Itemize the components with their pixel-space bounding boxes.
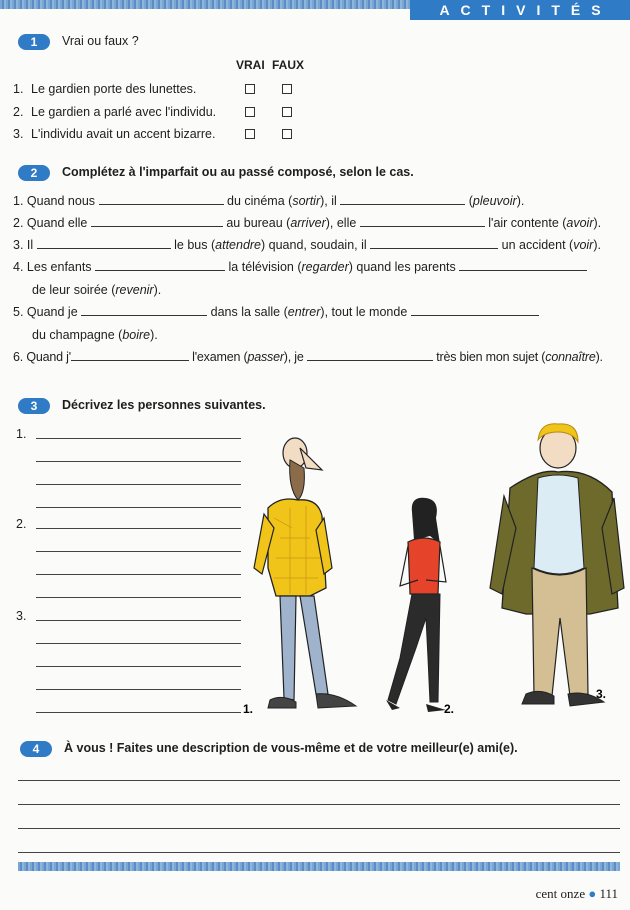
describe-label-3: 3. [16, 609, 27, 623]
fill-4-blank-1[interactable] [95, 260, 225, 271]
describe-3-line-5[interactable] [36, 712, 241, 713]
section-1-title: Vrai ou faux ? [62, 34, 139, 48]
fill-6-text-e: très bien mon sujet [436, 350, 539, 364]
describe-2-line-2[interactable] [36, 551, 241, 552]
fill-1-text-d: ), il [320, 194, 337, 208]
fill-3-number: 3. [13, 238, 24, 252]
fill-4-number: 4. [13, 260, 24, 274]
fill-sentence-5: 5. Quand je dans la salle (entrer), tout le monde [13, 305, 539, 319]
fill-6-text-a: Quand j' [26, 350, 71, 364]
figure-1-label: 1. [243, 702, 254, 716]
tf-item-1-faux-checkbox[interactable] [282, 84, 292, 94]
fill-2-text-e: l'air contente [488, 216, 559, 230]
fill-5-number: 5. [13, 305, 24, 319]
fill-5-text-d: ), tout le monde [320, 305, 408, 319]
fill-6-number: 6. [13, 350, 24, 364]
describe-1-line-1[interactable] [36, 438, 241, 439]
describe-3-line-4[interactable] [36, 689, 241, 690]
fill-3-text-b: le bus [174, 238, 208, 252]
fill-3-blank-1[interactable] [37, 238, 171, 249]
section-1-badge: 1 [18, 34, 50, 50]
top-border-band [0, 0, 410, 9]
bottom-border-band [18, 862, 620, 871]
describe-1-line-4[interactable] [36, 507, 241, 508]
fill-1-blank-1[interactable] [99, 194, 224, 205]
fill-4-verb-1: regarder [301, 260, 349, 274]
fill-4-text-b: la télévision [228, 260, 294, 274]
page-number: 111 [599, 886, 618, 901]
fill-5b-text-a: du champagne [32, 328, 115, 342]
fill-4b-text-a: de leur soirée [32, 283, 108, 297]
free-write-line-4[interactable] [18, 852, 620, 853]
section-3-badge: 3 [18, 398, 50, 414]
describe-1-line-2[interactable] [36, 461, 241, 462]
fill-4-blank-2[interactable] [459, 260, 587, 271]
fill-3-text-a: Il [26, 238, 34, 252]
fill-2-blank-2[interactable] [360, 216, 485, 227]
fill-6-verb-2: connaître [545, 350, 596, 364]
section-2-badge: 2 [18, 165, 50, 181]
tf-item-3-faux-checkbox[interactable] [282, 129, 292, 139]
tf-item-2-faux-checkbox[interactable] [282, 107, 292, 117]
fill-5b-verb: boire [122, 328, 151, 342]
tf-item-1-vrai-checkbox[interactable] [245, 84, 255, 94]
fill-1-verb-1: sortir [292, 194, 321, 208]
fill-3-verb-1: attendre [215, 238, 262, 252]
describe-3-line-1[interactable] [36, 620, 241, 621]
tf-item-1-text: Le gardien porte des lunettes. [31, 82, 197, 96]
tf-item-3-number: 3. [13, 127, 24, 141]
fill-4-text-a: Les enfants [26, 260, 92, 274]
fill-2-verb-1: arriver [290, 216, 326, 230]
fill-5-verb-1: entrer [287, 305, 321, 319]
fill-1-blank-2[interactable] [340, 194, 465, 205]
fill-sentence-6: 6. Quand j' l'examen (passer), je très bien mon sujet (connaître). [13, 350, 603, 364]
free-write-line-1[interactable] [18, 780, 620, 781]
fill-3-text-e: un accident [501, 238, 566, 252]
fill-4b-verb: revenir [115, 283, 154, 297]
fill-5-text-a: Quand je [26, 305, 78, 319]
page-footer [536, 886, 618, 902]
fill-5-blank-1[interactable] [81, 305, 207, 316]
tf-item-1-number: 1. [13, 82, 24, 96]
fill-6-blank-2[interactable] [307, 350, 433, 361]
section-4-badge: 4 [20, 741, 52, 757]
person-1-figure [254, 438, 356, 708]
fill-6-text-d: ), je [283, 350, 304, 364]
fill-6-verb-1: passer [247, 350, 284, 364]
fill-3-blank-2[interactable] [370, 238, 498, 249]
fill-1-number: 1. [13, 194, 24, 208]
banner-text: ACTIVITÉS [439, 2, 612, 18]
fill-sentence-5-cont: du champagne (boire). [32, 328, 158, 342]
fill-1-text-b: du cinéma [227, 194, 285, 208]
activities-banner [410, 0, 630, 20]
figure-3-label: 3. [596, 687, 607, 701]
fill-sentence-4: 4. Les enfants la télévision (regarder) quand les parents [13, 260, 587, 274]
section-2-title: Complétez à l'imparfait ou au passé composé, selon le cas. [62, 165, 414, 179]
tf-item-2-number: 2. [13, 105, 24, 119]
fill-3-verb-2: voir [573, 238, 594, 252]
describe-3-line-3[interactable] [36, 666, 241, 667]
fill-sentence-4-cont: de leur soirée (revenir). [32, 283, 162, 297]
fill-2-blank-1[interactable] [91, 216, 223, 227]
fill-5-blank-2[interactable] [411, 305, 539, 316]
fill-2-number: 2. [13, 216, 24, 230]
describe-2-line-4[interactable] [36, 597, 241, 598]
fill-sentence-1: 1. Quand nous du cinéma (sortir), il (pleuvoir). [13, 194, 525, 208]
person-2-figure [386, 498, 446, 712]
vrai-header: VRAI [236, 58, 265, 72]
describe-label-2: 2. [16, 517, 27, 531]
fill-1-verb-2: pleuvoir [472, 194, 517, 208]
describe-2-line-3[interactable] [36, 574, 241, 575]
bullet-icon: ● [588, 886, 597, 901]
section-3-title: Décrivez les personnes suivantes. [62, 398, 266, 412]
tf-item-2-text: Le gardien a parlé avec l'individu. [31, 105, 217, 119]
free-write-line-3[interactable] [18, 828, 620, 829]
person-illustrations [240, 418, 630, 718]
fill-6-text-b: l'examen [192, 350, 241, 364]
fill-3-text-d: ) quand, soudain, il [261, 238, 367, 252]
fill-6-blank-1[interactable] [71, 350, 189, 361]
person-3-figure [490, 424, 624, 706]
describe-label-1: 1. [16, 427, 27, 441]
free-write-line-2[interactable] [18, 804, 620, 805]
fill-2-text-b: au bureau [226, 216, 283, 230]
describe-3-line-2[interactable] [36, 643, 241, 644]
fill-4-text-d: ) quand les parents [348, 260, 456, 274]
figure-2-label: 2. [444, 702, 455, 716]
fill-2-text-a: Quand elle [26, 216, 88, 230]
tf-item-3-text: L'individu avait un accent bizarre. [31, 127, 216, 141]
fill-sentence-3: 3. Il le bus (attendre) quand, soudain, il un accident (voir). [13, 238, 601, 252]
fill-2-verb-2: avoir [566, 216, 594, 230]
tf-item-2-vrai-checkbox[interactable] [245, 107, 255, 117]
fill-2-text-d: ), elle [325, 216, 357, 230]
footer-text: cent onze [535, 886, 586, 901]
tf-item-3-vrai-checkbox[interactable] [245, 129, 255, 139]
describe-1-line-3[interactable] [36, 484, 241, 485]
fill-sentence-2: 2. Quand elle au bureau (arriver), elle l'air contente (avoir). [13, 216, 602, 230]
section-4-title: À vous ! Faites une description de vous-même et de votre meilleur(e) ami(e). [64, 741, 518, 755]
fill-5-text-b: dans la salle [210, 305, 281, 319]
describe-2-line-1[interactable] [36, 528, 241, 529]
fill-1-text-a: Quand nous [26, 194, 96, 208]
faux-header: FAUX [272, 58, 305, 72]
